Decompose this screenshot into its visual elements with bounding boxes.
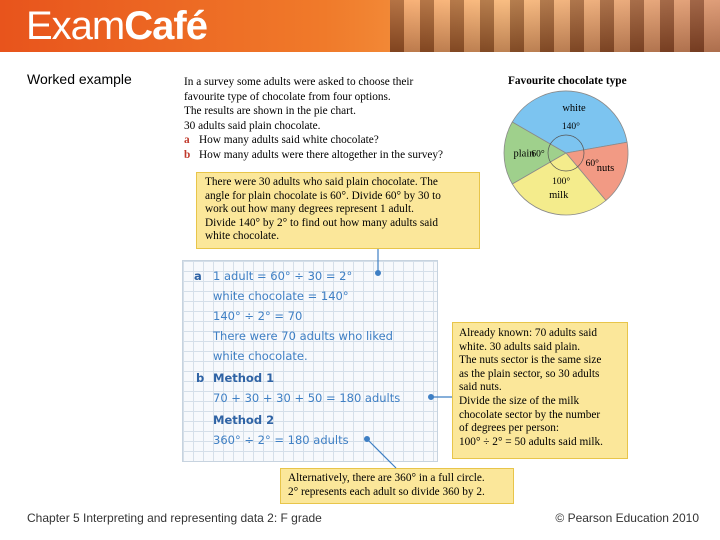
banner-photo [390, 0, 720, 52]
note-line: Divide 140° by 2° to find out how many adults said [205, 216, 439, 229]
note-line: 100° ÷ 2° = 50 adults said milk. [459, 435, 603, 448]
pie-angle-plain: 60° [531, 149, 545, 160]
pie-chart-title: Favourite chocolate type [508, 75, 627, 87]
method1-label: Method 1 [213, 371, 275, 385]
working-a-label: a [194, 269, 202, 283]
explanation-note-milk [452, 322, 628, 459]
question-a-label: a [184, 134, 190, 147]
note-line: as the plain sector, so 30 adults [459, 367, 600, 380]
question-a-text: How many adults said white chocolate? [199, 134, 379, 147]
pie-label-milk: milk [549, 189, 569, 201]
pie-chart [496, 90, 636, 220]
note-line: Already known: 70 adults said [459, 327, 598, 339]
working-line: There were 70 adults who liked [213, 329, 393, 343]
pie-label-white: white [562, 103, 586, 115]
pie-angle-milk: 100° [552, 177, 571, 188]
pie-angle-nuts: 60° [585, 159, 599, 170]
worked-example-heading: Worked example [27, 71, 132, 87]
header-banner [0, 0, 720, 52]
question-b [184, 148, 484, 163]
footer-chapter: Chapter 5 Interpreting and representing data 2: F grade [27, 511, 322, 525]
note-line: Divide the size of the milk [459, 394, 580, 407]
working-grid [182, 260, 438, 462]
method1-line: 70 + 30 + 30 + 50 = 180 adults [213, 391, 401, 405]
note-line: There were 30 adults who said plain chocolate. The [205, 176, 438, 188]
explanation-note-circle [280, 468, 514, 504]
question-b-text: How many adults were there altogether in the survey? [199, 148, 444, 161]
method2-line: 360° ÷ 2° = 180 adults [213, 433, 349, 447]
method2-label: Method 2 [213, 413, 275, 427]
pie-angle-white: 140° [561, 121, 580, 132]
note-line: Alternatively, there are 360° in a full circle. [288, 472, 485, 484]
working-line: white chocolate. [213, 349, 308, 363]
explanation-note-plain [196, 172, 480, 249]
pie-label-nuts: nuts [596, 162, 615, 174]
note-line: of degrees per person: [459, 422, 560, 435]
note-line: said nuts. [459, 381, 502, 394]
note-line: white chocolate. [205, 230, 280, 243]
working-b-label: b [196, 371, 205, 385]
pie-label-plain: plain [513, 148, 535, 160]
question-a [184, 133, 484, 148]
logo-exam: Exam [26, 4, 125, 48]
question-text [184, 75, 484, 163]
intro-line: favourite type of chocolate from four options. [184, 90, 391, 103]
note-line: chocolate sector by the number [459, 408, 601, 421]
question-b-label: b [184, 148, 191, 161]
working-line: 140° ÷ 2° = 70 [213, 309, 303, 323]
intro-line: In a survey some adults were asked to choose their [184, 76, 414, 88]
note-line: work out how many degrees represent 1 adult. [205, 203, 414, 216]
note-line: white. 30 adults said plain. [459, 340, 581, 353]
footer-copyright: © Pearson Education 2010 [555, 511, 699, 525]
logo-cafe: Café [124, 4, 207, 48]
note-line: angle for plain chocolate is 60°. Divide 60° by 30 to [205, 189, 441, 202]
note-line: The nuts sector is the same size [459, 354, 602, 367]
intro-line: The results are shown in the pie chart. [184, 105, 356, 118]
working-line: white chocolate = 140° [213, 289, 349, 303]
working-line: 1 adult = 60° ÷ 30 = 2° [213, 269, 353, 283]
note-line: 2° represents each adult so divide 360 by 2. [288, 485, 485, 498]
examcafe-logo [26, 4, 207, 49]
intro-line: 30 adults said plain chocolate. [184, 119, 321, 132]
